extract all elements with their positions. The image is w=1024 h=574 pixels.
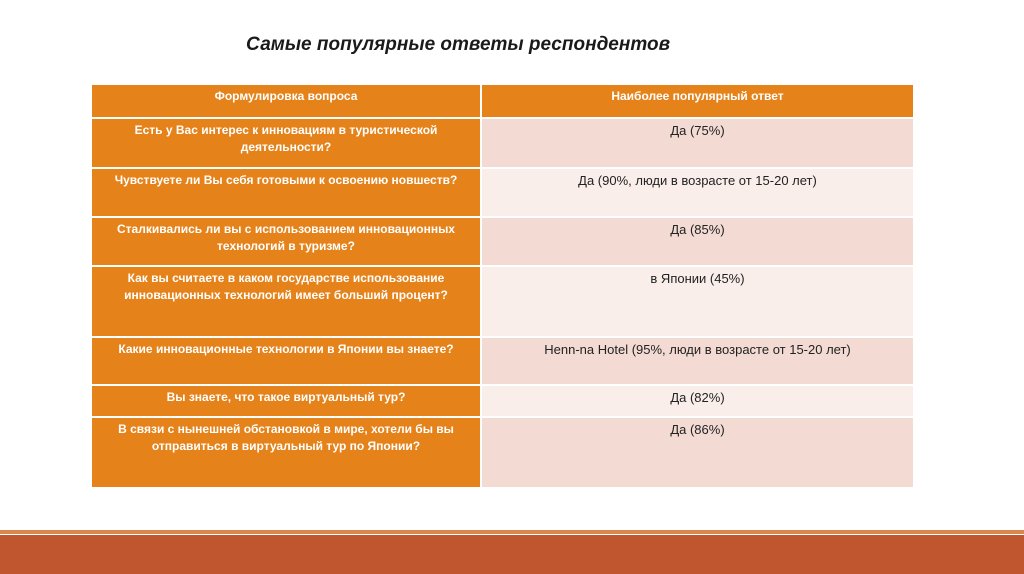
table-row [91,385,914,417]
answer-cell: Да (86%) [481,417,914,488]
table-header-row [91,84,914,118]
question-cell: Есть у Вас интерес к инновациям в туристической деятельности? [91,118,481,168]
table-row [91,417,914,488]
footer-accent-line [0,530,1024,534]
footer-bar [0,535,1024,574]
table-row [91,337,914,385]
table-row [91,168,914,217]
question-cell: В связи с нынешней обстановкой в мире, хотели бы вы отправиться в виртуальный тур по Японии? [91,417,481,488]
answer-cell: Да (82%) [481,385,914,417]
question-cell: Вы знаете, что такое виртуальный тур? [91,385,481,417]
answer-cell: в Японии (45%) [481,266,914,337]
question-cell: Сталкивались ли вы с использованием инновационных технологий в туризме? [91,217,481,266]
header-answer: Наиболее популярный ответ [481,84,914,118]
answer-cell: Да (90%, люди в возрасте от 15-20 лет) [481,168,914,217]
answer-cell: Да (85%) [481,217,914,266]
header-question: Формулировка вопроса [91,84,481,118]
question-cell: Как вы считаете в каком государстве использование инновационных технологий имеет больший процент? [91,266,481,337]
question-cell: Какие инновационные технологии в Японии вы знаете? [91,337,481,385]
table-row [91,217,914,266]
table-row [91,266,914,337]
slide-title: Самые популярные ответы респондентов [246,34,671,55]
question-cell: Чувствуете ли Вы себя готовыми к освоению новшеств? [91,168,481,217]
table-row [91,118,914,168]
survey-results-table [90,83,915,489]
answer-cell: Да (75%) [481,118,914,168]
answer-cell: Henn-na Hotel (95%, люди в возрасте от 15-20 лет) [481,337,914,385]
